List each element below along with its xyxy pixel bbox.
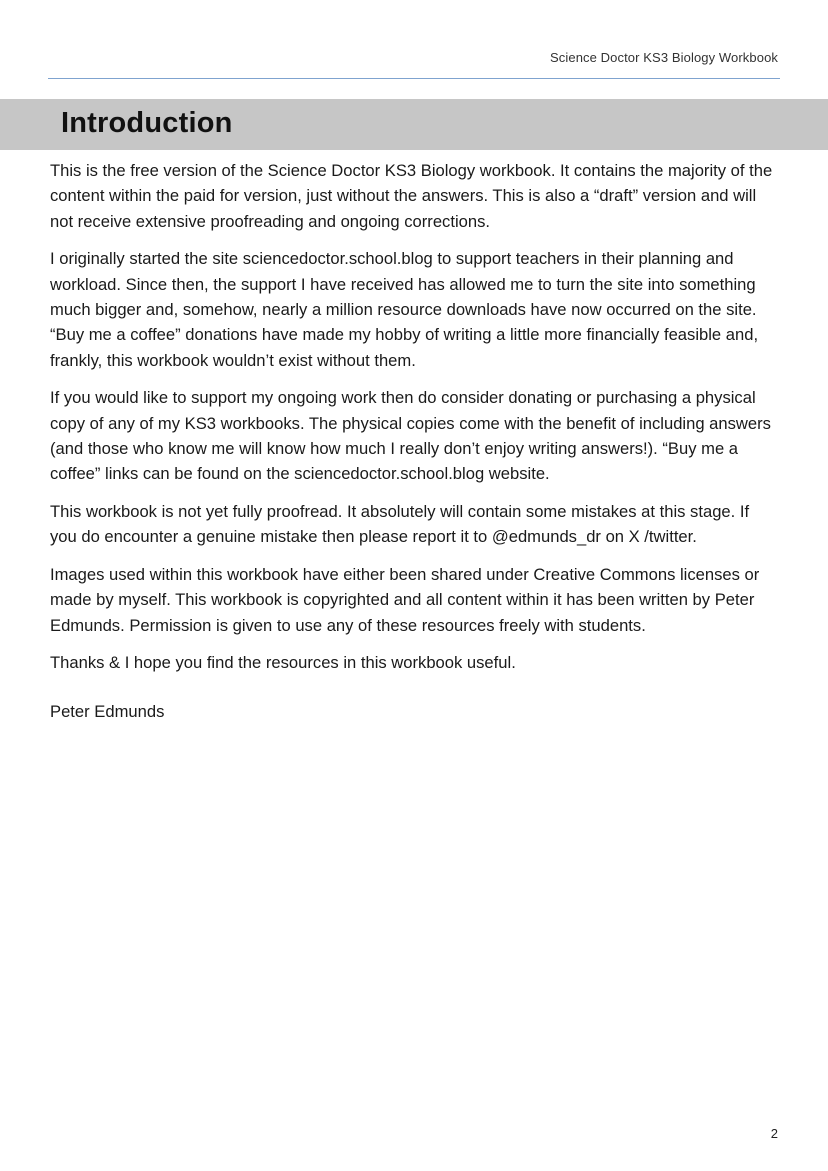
paragraph-free-version: This is the free version of the Science Doctor KS3 Biology workbook. It contains the majority of the content within the paid for version, just without the answers. This is also a “draft” version and will not receive extensive proofreading and ongoing corrections. <box>50 161 773 231</box>
paragraph-support: If you would like to support my ongoing work then do consider donating or purchasing a physical copy of any of my KS3 workbooks. The physical copies come with the benefit of including answers (and those who know me will know how much I really don’t enjoy writing answers!). “Buy me a coffee” links can be found on the sciencedoctor.school.blog website. <box>50 388 771 484</box>
page-number: 2 <box>770 1126 778 1141</box>
paragraph-proofreading: This workbook is not yet fully proofread. It absolutely will contain some mistakes at this stage. If you do encounter a genuine mistake then please report it to @edmunds_dr on X /twitter. <box>50 501 750 547</box>
section-title-band <box>0 99 828 150</box>
body-text <box>50 158 780 737</box>
section-title: Introduction <box>61 107 233 139</box>
running-header: Science Doctor KS3 Biology Workbook <box>550 50 778 65</box>
author-signature: Peter Edmunds <box>50 702 165 722</box>
paragraph-copyright: Images used within this workbook have either been shared under Creative Commons licenses or made by myself. This workbook is copyrighted and all content within it has been written by Peter Edmunds. Permission is given to use any of these resources freely with students. <box>50 564 760 635</box>
paragraph-thanks: Thanks & I hope you find the resources in this workbook useful. <box>50 652 516 672</box>
header-divider <box>48 78 780 79</box>
paragraph-site-history: I originally started the site sciencedoctor.school.blog to support teachers in their planning and workload. Since then, the support I have received has allowed me to turn the site into something much bigger and, somehow, nearly a million resource downloads have now occurred on the site. “Buy me a coffee” donations have made my hobby of writing a little more financially feasible and, frankly, this workbook wouldn’t exist without them. <box>50 249 759 370</box>
